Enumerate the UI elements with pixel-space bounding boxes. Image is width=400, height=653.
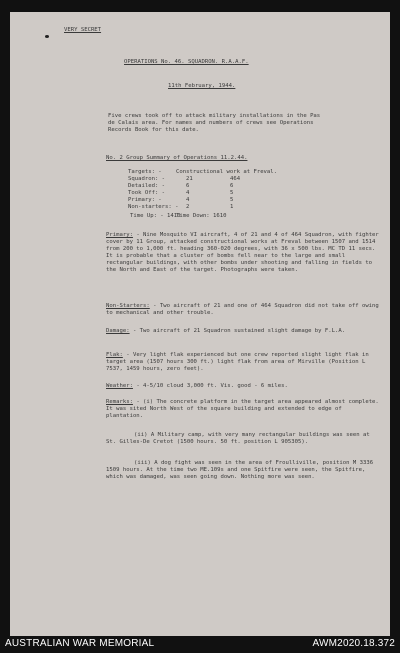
primary-label: Primary: [106, 232, 133, 238]
remarks-paragraph-2: (ii) A Military camp, with very many rectangular buildings was seen at St. Gilles-De Cretot (1500 hours. 50 ft. position L 905305). [106, 432, 370, 445]
remarks-paragraph-3: (iii) A dog fight was seen in the area of Froulliville, position M 3336 1509 hours. At the time two ME.109s and one Spitfire were seen, the Spitfire, which was damaged, was seen going down. Nothing more was seen. [106, 460, 374, 480]
remarks-paragraph-1 [106, 399, 382, 420]
primary-text: - Nine Mosquito VI aircraft, 4 of 21 and 4 of 464 Squadron, with fighter cover by 11 Group, attacked constructional works at Freval between 1507 and 1514 from 200 to 1,000 ft. heading 360-020 degrees, with 36 x 500 lbs. MC TD 11 secs. It is probable that a cluster of bombs fell near to the large and small rectangular buildings, with other bombs under shooting and falling in fields to the North and East of the target. Photographs were taken. [106, 232, 379, 273]
table-row: Took Off: - 4 5 [128, 190, 234, 196]
weather-text: - 4-5/10 cloud 3,000 ft. Vis. good - 6 miles. [132, 383, 288, 389]
damage-text: - Two aircraft of 21 Squadron sustained slight damage by F.L.A. [129, 328, 346, 334]
security-classification: VERY SECRET [64, 27, 102, 33]
non-starters-paragraph [106, 303, 382, 317]
damage-paragraph [106, 328, 382, 335]
flak-paragraph [106, 352, 382, 373]
footer-institution: AUSTRALIAN WAR MEMORIAL [5, 638, 155, 649]
remarks-text-1: - (i) The concrete platform in the target area appeared almost complete. It was sited North West of the square building and extended to edge of plantation. [106, 399, 379, 419]
targets-value: Constructional work at Freval. [176, 169, 278, 175]
document-title: OPERATIONS No. 46. SQUADRON. R.A.A.F. [124, 59, 249, 65]
document-date: 11th February, 1944. [168, 83, 236, 89]
ink-mark [45, 35, 49, 38]
table-row: Non-starters: - 2 1 [128, 204, 234, 210]
table-row: Primary: - 4 5 [128, 197, 234, 203]
summary-table [128, 176, 240, 211]
footer-accession-number: AWM2020.18.372 [312, 638, 395, 649]
non-starters-text: - Two aircraft of 21 and one of 464 Squadron did not take off owing to mechanical and other trouble. [106, 303, 379, 316]
flak-label: Flak: [106, 352, 123, 358]
weather-label: Weather: [106, 383, 133, 389]
damage-label: Damage: [106, 328, 130, 334]
remarks-label: Remarks: [106, 399, 133, 405]
table-row: Detailed: - 6 6 [128, 183, 234, 189]
document-page [10, 12, 390, 636]
intro-paragraph: Five crews took off to attack military installations in the Pas de Calais area. For names and numbers of crews see Operations Records Book for this date. [108, 113, 321, 133]
flak-text: - Very light flak experienced but one crew reported slight light flak in target area (1507 hours 300 ft.) light flak from area of Mirville (Position L 7537, 1459 hours, zero feet). [106, 352, 369, 372]
table-row: Squadron: - 21 464 [128, 176, 241, 182]
time-down: Time Down: 1610 [176, 213, 227, 219]
weather-paragraph [106, 383, 382, 390]
non-starters-label: Non-Starters: [106, 303, 150, 309]
summary-heading: No. 2 Group Summary of Operations 11.2.44. [106, 155, 248, 161]
primary-paragraph [106, 232, 382, 274]
targets-label: Targets: - [128, 169, 162, 175]
time-up: Time Up: - 1410 [130, 213, 181, 219]
